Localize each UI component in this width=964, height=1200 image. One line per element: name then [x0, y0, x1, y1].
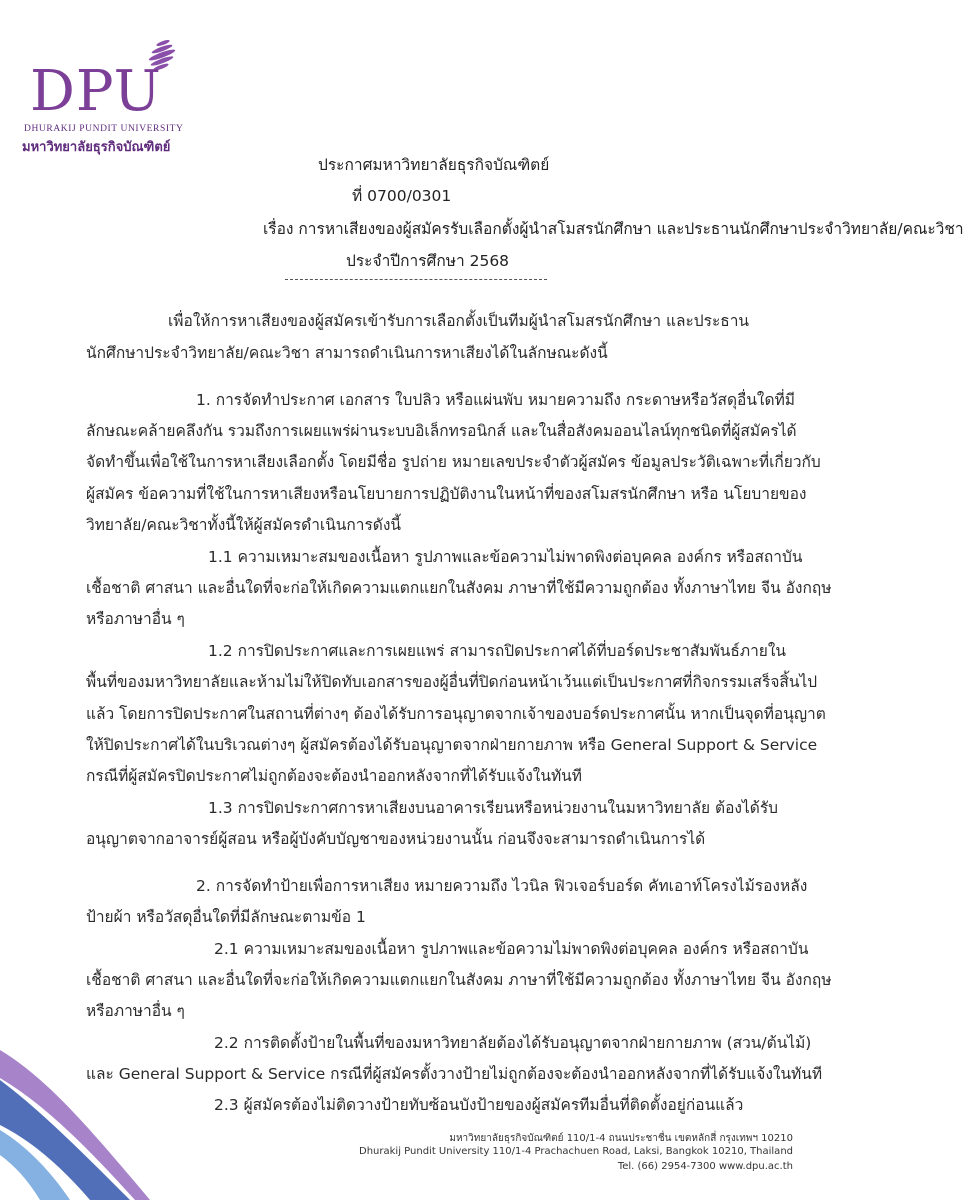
header-divider — [285, 279, 547, 280]
section-2-1-line: เชื้อชาติ ศาสนา และอื่นใดที่จะก่อให้เกิดความแตกแยกในสังคม ภาษาที่ใช้มีความถูกต้อง ทั้งภาษาไทย จีน อังกฤษ — [86, 971, 832, 989]
section-1-line: ลักษณะคล้ายคลึงกัน รวมถึงการเผยแพร่ผ่านระบบอิเล็กทรอนิกส์ และในสื่อสังคมออนไลน์ทุกชนิดที่ผู้สมัครได้ — [86, 422, 797, 440]
section-1-2-line: ให้ปิดประกาศได้ในบริเวณต่างๆ ผู้สมัครต้องได้รับอนุญาตจากฝ่ายกายภาพ หรือ General Support & Service — [86, 736, 818, 754]
logo-name-en: DHURAKIJ PUNDIT UNIVERSITY — [24, 124, 184, 134]
section-2-1-line: หรือภาษาอื่น ๆ — [86, 1002, 185, 1020]
announcement-subject: เรื่อง การหาเสียงของผู้สมัครรับเลือกตั้งผู้นำสโมสรนักศึกษา และประธานนักศึกษาประจำวิทยาลัย/คณะวิชา — [263, 220, 964, 238]
announcement-number: ที่ 0700/0301 — [352, 187, 452, 205]
decorative-swoosh — [0, 1040, 160, 1200]
footer-address-en: Dhurakij Pundit University 110/1-4 Prachachuen Road, Laksi, Bangkok 10210, Thailand — [359, 1146, 793, 1157]
section-2-3-line: 2.3 ผู้สมัครต้องไม่ติดวางป้ายทับซ้อนบังป้ายของผู้สมัครทีมอื่นที่ติดตั้งอยู่ก่อนแล้ว — [214, 1096, 744, 1114]
footer-address-th: มหาวิทยาลัยธุรกิจบัณฑิตย์ 110/1-4 ถนนประชาชื่น เขตหลักสี่ กรุงเทพฯ 10210 — [449, 1133, 793, 1144]
section-1-2-line: แล้ว โดยการปิดประกาศในสถานที่ต่างๆ ต้องได้รับการอนุญาตจากเจ้าของบอร์ดประกาศนั้น หากเป็นจุดที่อนุญาต — [86, 705, 826, 723]
section-1-1-line: เชื้อชาติ ศาสนา และอื่นใดที่จะก่อให้เกิดความแตกแยกในสังคม ภาษาที่ใช้มีความถูกต้อง ทั้งภาษาไทย จีน อังกฤษ — [86, 579, 832, 597]
section-2-2-line: และ General Support & Service กรณีที่ผู้สมัครตั้งวางป้ายไม่ถูกต้องจะต้องนำออกหลังจากที่ได้รับแจ้งในทันที — [86, 1065, 823, 1083]
logo-abbreviation: DPU — [30, 59, 162, 124]
section-1-line: วิทยาลัย/คณะวิชาทั้งนี้ให้ผู้สมัครดำเนินการดังนี้ — [86, 516, 402, 534]
section-1-3-line: 1.3 การปิดประกาศการหาเสียงบนอาคารเรียนหรือหน่วยงานในมหาวิทยาลัย ต้องได้รับ — [208, 799, 779, 817]
section-1-2-line: พื้นที่ของมหาวิทยาลัยและห้ามไม่ให้ปิดทับเอกสารของผู้อื่นที่ปิดก่อนหน้าเว้นแต่เป็นประกาศที่กิจกรรมเสร็จสิ้นไป — [86, 673, 818, 691]
announcement-year: ประจำปีการศึกษา 2568 — [346, 252, 510, 270]
section-1-line: ผู้สมัคร ข้อความที่ใช้ในการหาเสียงหรือนโยบายการปฏิบัติงานในหน้าที่ของสโมสรนักศึกษา หรือ นโยบายของ — [86, 485, 807, 503]
logo-name-th: มหาวิทยาลัยธุรกิจบัณฑิตย์ — [22, 140, 171, 155]
section-2-2-line: 2.2 การติดตั้งป้ายในพื้นที่ของมหาวิทยาลัยต้องได้รับอนุญาตจากฝ่ายกายภาพ (สวน/ต้นไม้) — [214, 1034, 812, 1052]
announcement-org: ประกาศมหาวิทยาลัยธุรกิจบัณฑิตย์ — [318, 156, 550, 174]
section-1-3-line: อนุญาตจากอาจารย์ผู้สอน หรือผู้บังคับบัญชาของหน่วยงานนั้น ก่อนจึงจะสามารถดำเนินการได้ — [86, 830, 706, 848]
section-1-1-line: หรือภาษาอื่น ๆ — [86, 610, 185, 628]
section-2-1-line: 2.1 ความเหมาะสมของเนื้อหา รูปภาพและข้อความไม่พาดพิงต่อบุคคล องค์กร หรือสถาบัน — [214, 940, 809, 958]
dpu-logo — [22, 38, 192, 155]
intro-line: เพื่อให้การหาเสียงของผู้สมัครเข้ารับการเลือกตั้งเป็นทีมผู้นำสโมสรนักศึกษา และประธาน — [168, 312, 750, 330]
section-1-1-line: 1.1 ความเหมาะสมของเนื้อหา รูปภาพและข้อความไม่พาดพิงต่อบุคคล องค์กร หรือสถาบัน — [208, 548, 803, 566]
section-1-2-line: กรณีที่ผู้สมัครปิดประกาศไม่ถูกต้องจะต้องนำออกหลังจากที่ได้รับแจ้งในทันที — [86, 767, 582, 785]
section-2-line: 2. การจัดทำป้ายเพื่อการหาเสียง หมายความถึง ไวนิล ฟิวเจอร์บอร์ด คัทเอาท์โครงไม้รองหลัง — [196, 877, 808, 895]
section-1-line: 1. การจัดทำประกาศ เอกสาร ใบปลิว หรือแผ่นพับ หมายความถึง กระดาษหรือวัสดุอื่นใดที่มี — [196, 391, 795, 409]
intro-line: นักศึกษาประจำวิทยาลัย/คณะวิชา สามารถดำเนินการหาเสียงได้ในลักษณะดังนี้ — [86, 344, 608, 362]
section-1-2-line: 1.2 การปิดประกาศและการเผยแพร่ สามารถปิดประกาศได้ที่บอร์ดประชาสัมพันธ์ภายใน — [208, 642, 787, 660]
section-2-line: ป้ายผ้า หรือวัสดุอื่นใดที่มีลักษณะตามข้อ 1 — [86, 908, 366, 926]
footer-contact: Tel. (66) 2954-7300 www.dpu.ac.th — [617, 1161, 793, 1172]
section-1-line: จัดทำขึ้นเพื่อใช้ในการหาเสียงเลือกตั้ง โดยมีชื่อ รูปถ่าย หมายเลขประจำตัวผู้สมัคร ข้อมูลประวัติเฉพาะที่เกี่ยวกับ — [86, 453, 821, 471]
